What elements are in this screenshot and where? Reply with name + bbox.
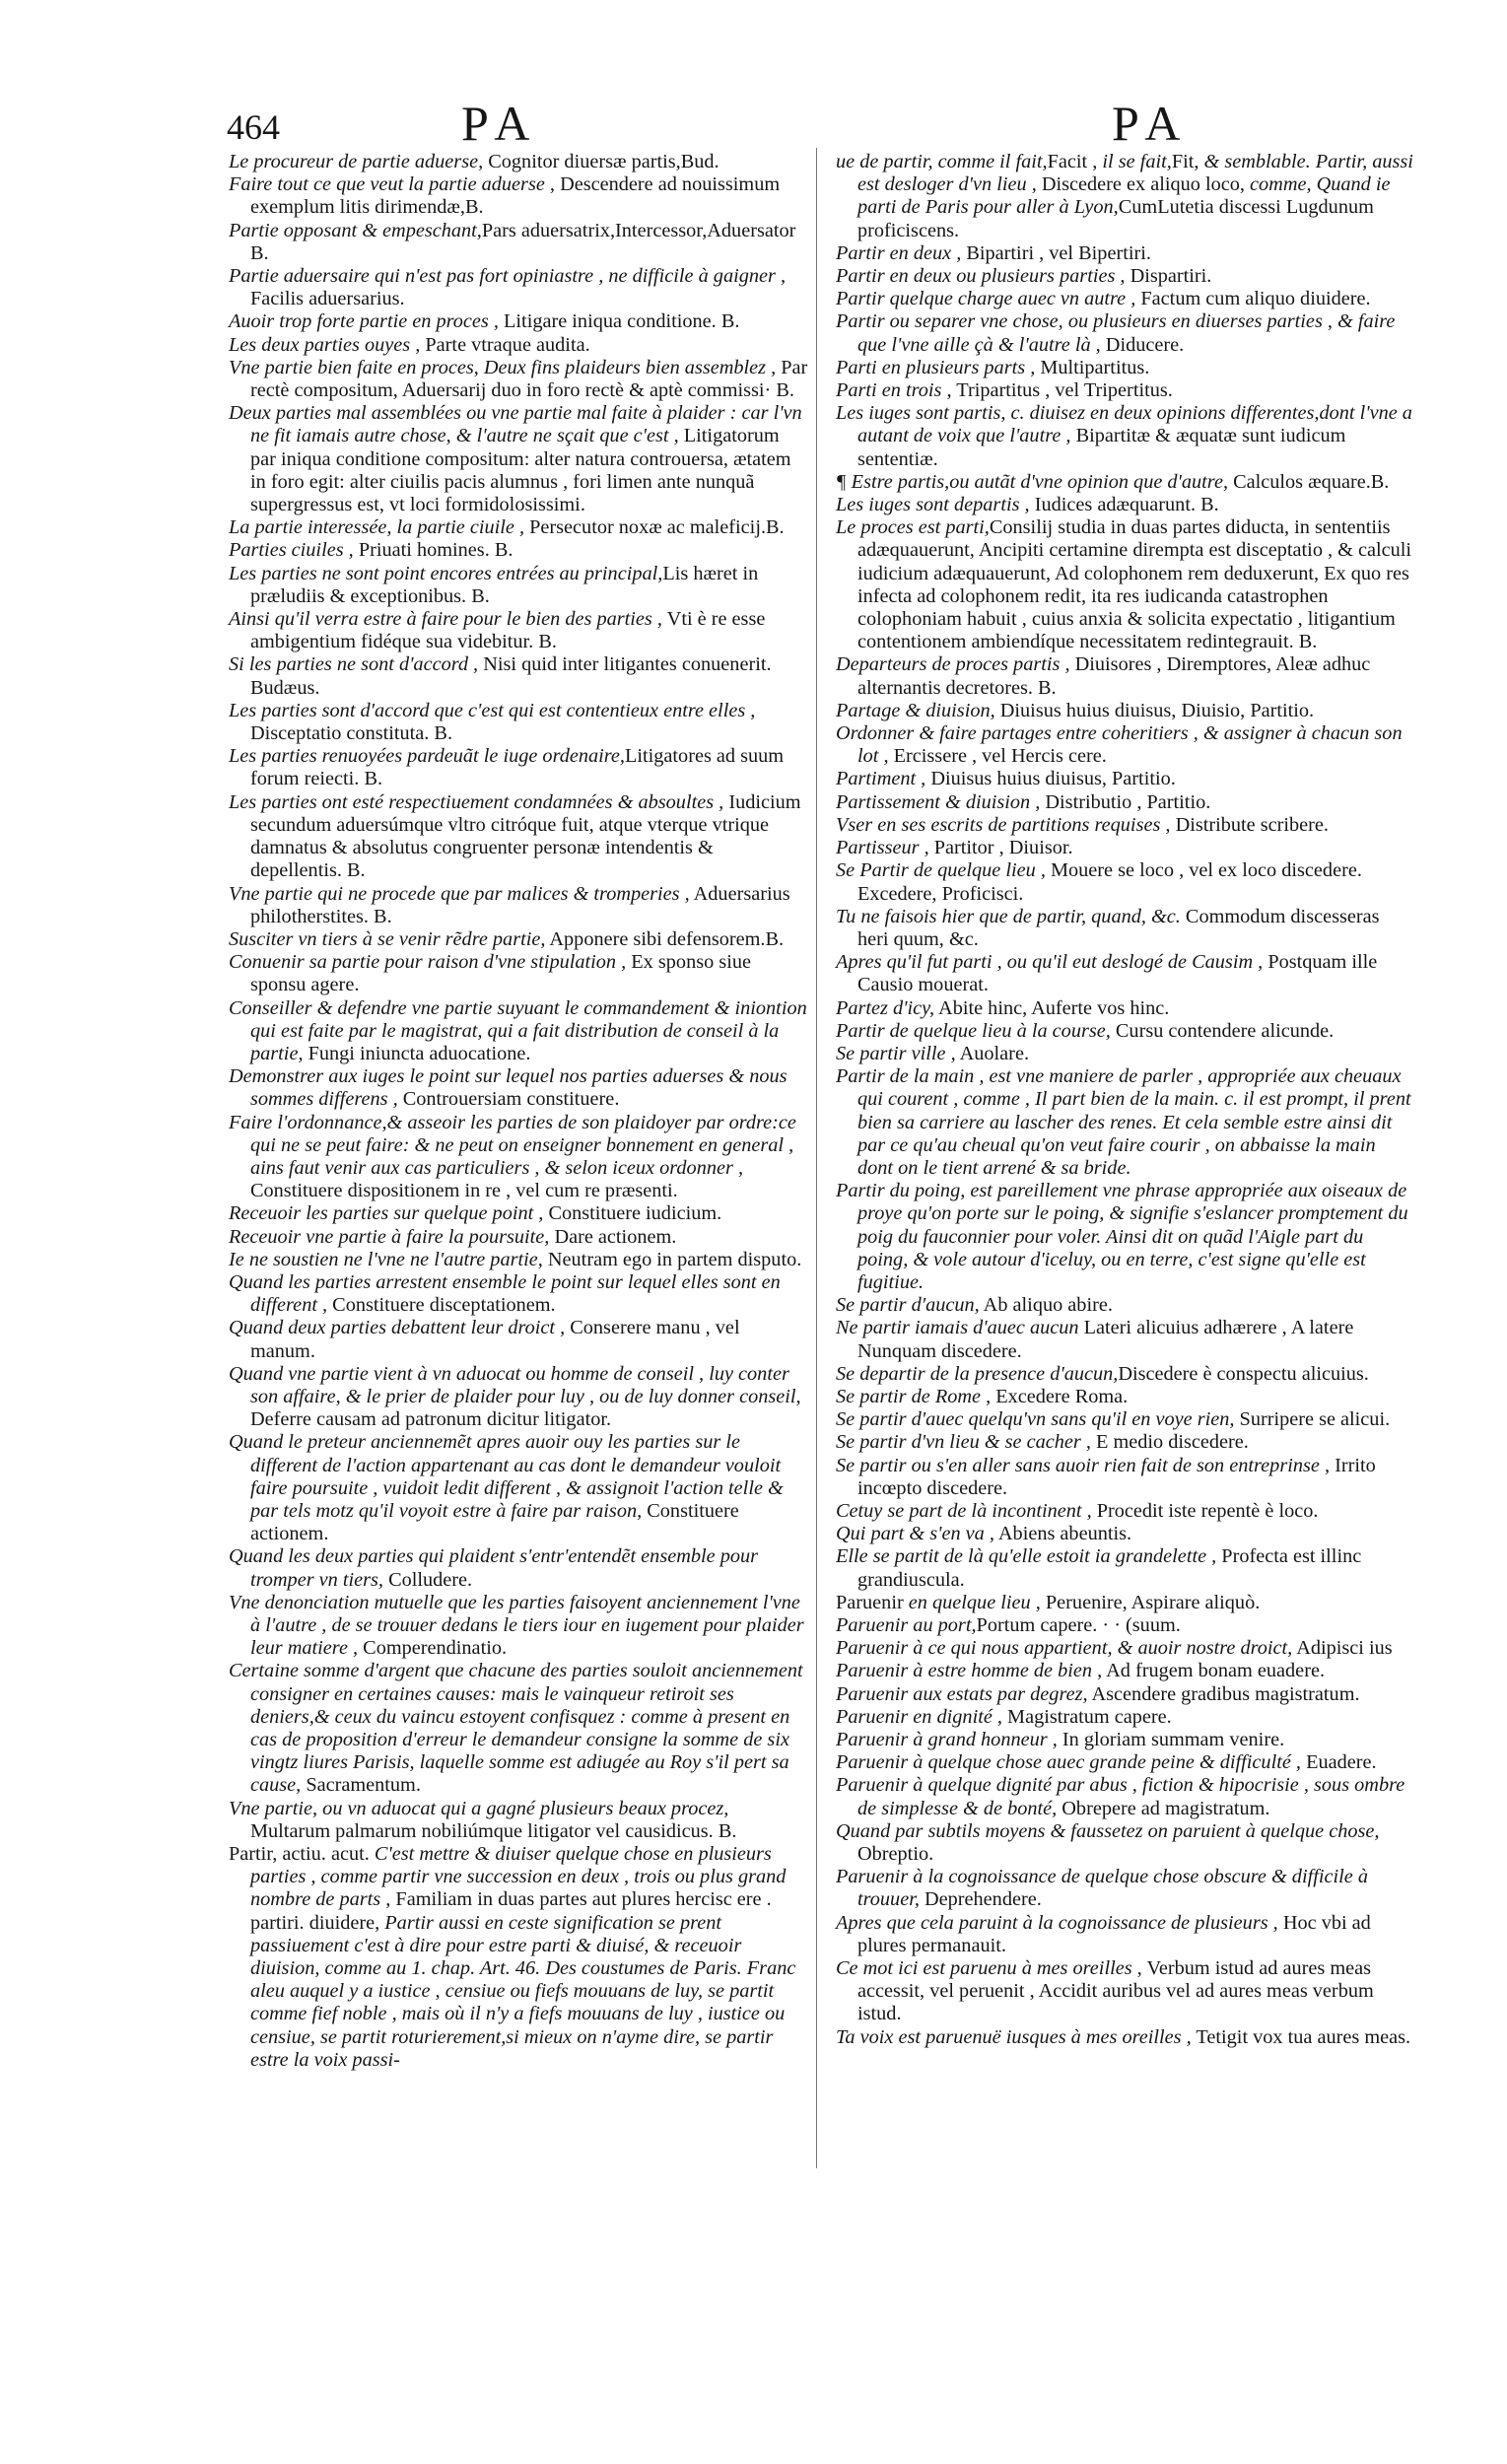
french-phrase: Parties ciuiles , <box>229 539 354 562</box>
dictionary-entry <box>836 1729 1415 1751</box>
french-phrase: & semblable. Partir, aussi est desloger d'vn lieu , <box>857 151 1413 196</box>
latin-gloss: Peruenire, Aspirare aliquò. <box>1040 1591 1261 1613</box>
french-phrase: Le proces est parti, <box>836 516 990 539</box>
french-phrase: Quand vne partie vient à vn aduocat ou homme de conseil , luy conter son affaire, & le prier de plaider pour luy , ou de luy donner conseil, <box>229 1362 801 1407</box>
dictionary-entry <box>229 883 808 928</box>
dictionary-entry <box>229 1843 808 2072</box>
french-phrase: Paruenir en dignité , <box>836 1705 1002 1728</box>
dictionary-entry <box>229 1271 808 1317</box>
french-phrase: Les parties ne sont point encores entrées au principal, <box>229 562 663 584</box>
latin-gloss: Bipartiri , vel Bipertiri. <box>961 241 1151 264</box>
latin-gloss: Diducere. <box>1100 333 1185 356</box>
dictionary-entry <box>229 402 808 516</box>
dictionary-entry <box>229 151 808 173</box>
latin-gloss: Comperendinatio. <box>358 1637 508 1660</box>
dictionary-entry <box>836 402 1415 471</box>
french-phrase: Quand deux parties debattent leur droict , <box>229 1317 566 1339</box>
dictionary-entry <box>229 173 808 219</box>
latin-gloss: Auolare. <box>955 1042 1030 1064</box>
latin-gloss: Irrito incœpto discedere. <box>857 1454 1376 1499</box>
latin-gloss: Tetigit vox tua aures meas. <box>1191 2025 1411 2048</box>
latin-gloss: Distributio , Partitio. <box>1040 790 1211 813</box>
latin-gloss: CumLutetia discessi Lugdunum proficiscens. <box>857 196 1374 241</box>
latin-gloss: Calculos æquare.B. <box>1228 470 1390 493</box>
dictionary-entry <box>229 1249 808 1271</box>
french-phrase: La partie interessée, la partie ciuile , <box>229 516 525 539</box>
latin-gloss: Diuisores , Diremptores, Aleæ adhuc alternantis decretores. B. <box>857 653 1371 699</box>
dictionary-entry <box>836 997 1415 1020</box>
dictionary-entry <box>229 1431 808 1545</box>
dictionary-entry <box>229 1202 808 1225</box>
french-phrase: Partir de la main , est vne maniere de parler , appropriée aux cheuaux qui courent , comme , Il part bien de la main. c. il est prompt, il prent bien sa carriere au lascher des renes. Et cela semble estre ainsi dit par ce qu'au cheual qu'on veut faire courir , on abbaisse la main dont on le tient arrené & sa bride. <box>836 1065 1411 1179</box>
dictionary-entry <box>836 722 1415 768</box>
latin-gloss: Cognitor diuersæ partis,Bud. <box>483 151 719 172</box>
dictionary-entry <box>836 1455 1415 1500</box>
latin-gloss: Partir, actiu. acut. <box>229 1843 375 1866</box>
latin-gloss: Multarum palmarum nobiliúmque litigator vel causidicus. B. <box>250 1819 737 1842</box>
dictionary-entry <box>229 1545 808 1591</box>
french-phrase: Paruenir à grand honneur , <box>836 1729 1058 1751</box>
latin-gloss: Facilis aduersarius. <box>250 288 405 310</box>
french-phrase: Les parties ont esté respectiuement condamnées & absoultes , <box>229 790 724 813</box>
latin-gloss: Sacramentum. <box>301 1774 421 1797</box>
french-phrase: Ta voix est paruenuë iusques à mes oreilles , <box>836 2025 1192 2048</box>
latin-gloss: Dare actionem. <box>549 1225 677 1248</box>
latin-gloss: Constituere disceptationem. <box>327 1294 556 1317</box>
french-phrase: Les iuges sont departis , <box>836 494 1030 516</box>
dictionary-entry <box>836 859 1415 905</box>
dictionary-entry <box>836 1043 1415 1065</box>
french-phrase: Apres qu'il fut parti , ou qu'il eut deslogé de Causim , <box>836 951 1264 974</box>
dictionary-entry <box>836 471 1415 494</box>
french-phrase: Se departir de la presence d'aucun, <box>836 1362 1119 1385</box>
french-phrase: Partisseur , <box>836 837 929 859</box>
dictionary-entry <box>836 1683 1415 1706</box>
latin-gloss: Dispartiri. <box>1125 265 1212 288</box>
latin-gloss: Partitor , Diuisor. <box>928 837 1073 859</box>
dictionary-entry <box>229 563 808 608</box>
french-phrase: Elle se partit de là qu'elle estoit ia grandelette , <box>836 1545 1217 1568</box>
french-phrase: Les iuges sont partis, c. diuisez en deux opinions differentes,dont l'vne a autant de voix que l'autre , <box>836 402 1412 447</box>
latin-gloss: Facit , <box>1047 151 1103 172</box>
dictionary-entry <box>836 1592 1415 1614</box>
latin-gloss: Apponere sibi defensorem.B. <box>545 927 785 950</box>
french-phrase: Quand les parties arrestent ensemble le point sur lequel elles sont en different , <box>229 1270 781 1317</box>
latin-gloss: Distribute scribere. <box>1170 813 1330 836</box>
french-phrase: Vser en ses escrits de partitions requises , <box>836 813 1171 836</box>
french-phrase: Paruenir à ce qui nous appartient, & auoir nostre droict, <box>836 1637 1293 1660</box>
dictionary-entry <box>836 1294 1415 1317</box>
latin-gloss: Obreptio. <box>857 1843 934 1866</box>
dictionary-entry <box>836 379 1415 402</box>
dictionary-entry <box>229 220 808 265</box>
running-head-left: PA <box>461 96 540 151</box>
french-phrase: Parti en plusieurs parts , <box>836 356 1036 378</box>
latin-gloss: Familiam in duas partes aut plures hercisc ere . partiri. diuidere, <box>250 1888 772 1934</box>
latin-gloss: Priuati homines. B. <box>353 539 514 562</box>
dictionary-entry <box>229 1317 808 1362</box>
french-phrase: Se partir d'aucun, <box>836 1294 980 1317</box>
french-phrase: Les deux parties ouyes , <box>229 333 421 356</box>
french-phrase: Paruenir à la cognoissance de quelque chose obscure & difficile à trouuer, <box>836 1866 1368 1911</box>
latin-gloss: Iudicium secundum aduersúmque vltro citróque fuit, atque vterque vtrique damnatus & absolutus congruenter personæ intendentis & depellentis. B. <box>250 790 801 882</box>
french-phrase: Se partir ou s'en aller sans auoir rien fait de son entreprinse , <box>836 1454 1331 1476</box>
french-phrase: Partie aduersaire qui n'est pas fort opiniastre , ne difficile à gaigner , <box>229 265 787 288</box>
latin-gloss: Postquam ille Causio mouerat. <box>857 951 1378 996</box>
french-phrase: Faire l'ordonnance,& asseoir les parties de son plaidoyer par ordre:ce qui ne se peut faire: & ne peut on enseigner bonnement en general , ains faut venir aux cas particuliers , & selon iceux ordonner , <box>229 1111 796 1179</box>
french-phrase: Paruenir à estre homme de bien , <box>836 1660 1103 1682</box>
latin-gloss: Procedit iste repentè è loco. <box>1091 1499 1319 1522</box>
french-phrase: Partir de quelque lieu à la course, <box>836 1019 1111 1042</box>
latin-gloss: Magistratum capere. <box>1001 1705 1172 1728</box>
french-phrase: Apres que cela paruint à la cognoissance de plusieurs , <box>836 1911 1278 1934</box>
dictionary-entry <box>229 700 808 745</box>
french-phrase: Se partir d'vn lieu & se cacher , <box>836 1431 1091 1454</box>
latin-gloss: Diuisus huius diuisus, Diuisio, Partitio. <box>994 699 1315 721</box>
french-phrase: Le procureur de partie aduerse, <box>229 151 484 172</box>
dictionary-entry <box>836 700 1415 722</box>
dictionary-entry <box>836 1614 1415 1637</box>
dictionary-entry <box>836 1751 1415 1774</box>
french-phrase: Se partir de Rome , <box>836 1385 992 1407</box>
french-phrase: Partage & diuision, <box>836 699 995 721</box>
latin-gloss: Ex sponso siue sponsu agere. <box>250 951 751 996</box>
dictionary-entry <box>229 997 808 1066</box>
latin-gloss: Discedere è conspectu alicuius. <box>1118 1362 1369 1385</box>
dictionary-entry <box>836 357 1415 379</box>
latin-gloss: Abite hinc, Auferte vos hinc. <box>934 996 1170 1019</box>
dictionary-entry <box>836 814 1415 837</box>
dictionary-entry <box>229 791 808 883</box>
french-phrase: ¶ Estre partis,ou autãt d'vne opinion que d'autre, <box>836 470 1229 493</box>
dictionary-entry <box>229 1065 808 1111</box>
french-phrase: comme, Quand ie parti de Paris pour aller à Lyon, <box>857 173 1391 219</box>
latin-gloss: Portum capere. · · (suum. <box>976 1614 1181 1636</box>
french-phrase: Partir quelque charge auec vn autre , <box>836 288 1136 310</box>
french-phrase: ue de partir, comme il fait, <box>836 151 1048 172</box>
latin-gloss: Cursu contendere alicunde. <box>1110 1019 1335 1042</box>
french-phrase: Tu ne faisois hier que de partir, quand, &c. <box>836 905 1181 927</box>
latin-gloss: Pars aduersatrix,Intercessor,Aduersator B. <box>250 219 796 264</box>
dictionary-entry <box>836 1957 1415 2026</box>
latin-gloss: Discedere ex aliquo loco, <box>1036 173 1251 196</box>
dictionary-entry <box>836 1523 1415 1545</box>
dictionary-entry <box>836 1774 1415 1819</box>
latin-gloss: Surripere se alicui. <box>1234 1408 1391 1431</box>
french-phrase: Susciter vn tiers à se venir rẽdre partie, <box>229 927 546 950</box>
latin-gloss: Paruenir <box>836 1591 909 1613</box>
french-phrase: Partie opposant & empeschant, <box>229 219 482 241</box>
latin-gloss: Disceptatio constituta. B. <box>250 722 453 745</box>
dictionary-entry <box>836 906 1415 951</box>
dictionary-entry <box>229 928 808 951</box>
french-phrase: Certaine somme d'argent que chacune des parties souloit anciennement consigner en certaines causes: mais le vainqueur retiroit ses deniers,& ceux du vaincu estoyent confisquez : comme à present en cas de proposition d'erreur le demandeur consigne la somme de six vingtz liures Parisis, laquelle somme est adiugée au Roy s'il pert sa cause, <box>229 1660 803 1797</box>
french-phrase: Partir du poing, est pareillement vne phrase appropriée aux oiseaux de proye qu'on porte sur le poing, & signifie s'eslancer promptement du poig du fauconnier pour voler. Ainsi dit on quãd l'Aigle part du poing, & vole autour d'iceluy, ou en terre, c'est signe qu'elle est fugitiue. <box>836 1180 1408 1293</box>
latin-gloss: Colludere. <box>383 1568 473 1591</box>
latin-gloss: Adipisci ius <box>1292 1637 1393 1660</box>
french-phrase: Se partir d'auec quelqu'vn sans qu'il en voye rien, <box>836 1408 1235 1431</box>
dictionary-entry <box>836 1180 1415 1294</box>
dictionary-entry <box>836 1020 1415 1043</box>
dictionary-entry <box>836 768 1415 790</box>
french-phrase: Demonstrer aux iuges le point sur lequel nos parties aduerses & nous sommes differens , <box>229 1065 788 1111</box>
latin-gloss: Diuisus huius diuisus, Partitio. <box>925 768 1176 790</box>
dictionary-entry <box>229 608 808 653</box>
french-phrase: Partissement & diuision , <box>836 790 1041 813</box>
latin-gloss: Par rectè compositum, Aduersarij duo in foro rectè & aptè commissi· B. <box>250 356 808 402</box>
latin-gloss: Vti è re esse ambigentium fidéque sua videbitur. B. <box>250 608 766 653</box>
page-number: 464 <box>227 107 280 147</box>
french-phrase: Qui part & s'en va , <box>836 1523 994 1545</box>
dictionary-entry <box>836 1912 1415 1957</box>
french-phrase: Quand par subtils moyens & faussetez on paruient à quelque chose, <box>836 1819 1380 1842</box>
french-phrase: Vne partie, ou vn aduocat qui a gagné plusieurs beaux procez, <box>229 1797 729 1819</box>
latin-gloss: Ad frugem bonam euadere. <box>1102 1660 1326 1682</box>
dictionary-entry <box>836 288 1415 310</box>
latin-gloss: E medio discedere. <box>1090 1431 1249 1454</box>
latin-gloss: Hoc vbi ad plures permanauit. <box>857 1911 1371 1956</box>
french-phrase: Quand le preteur anciennemẽt apres auoir ouy les parties sur le different de l'action appartenant au cas dont le demandeur vouloit faire poursuite , vuidoit ledit different , & assignoit l'action telle & par tels motz qu'il voyoit estre à faire par raison, <box>229 1431 784 1522</box>
latin-gloss: Nisi quid inter litigantes conuenerit. Budæus. <box>250 653 772 699</box>
latin-gloss: Litigare iniqua conditione. B. <box>498 310 740 333</box>
latin-gloss: Fungi iniuncta aduocatione. <box>303 1042 531 1064</box>
french-phrase: Faire tout ce que veut la partie aduerse , <box>229 173 555 196</box>
latin-gloss: In gloriam summam venire. <box>1057 1729 1285 1751</box>
dictionary-entry <box>229 745 808 790</box>
latin-gloss: Deprehendere. <box>919 1888 1042 1911</box>
french-phrase: Ne partir iamais d'auec aucun <box>836 1317 1079 1339</box>
dictionary-entry <box>229 1226 808 1249</box>
dictionary-entry <box>836 310 1415 356</box>
latin-gloss: Descendere ad nouissimum exemplum litis dirimendæ,B. <box>250 173 781 219</box>
dictionary-entry <box>229 310 808 333</box>
dictionary-entry <box>836 1500 1415 1523</box>
dictionary-entry <box>836 1317 1415 1362</box>
dictionary-entry <box>836 1820 1415 1866</box>
latin-gloss: Ascendere gradibus magistratum. <box>1087 1682 1360 1705</box>
dictionary-entry <box>836 516 1415 653</box>
dictionary-entry <box>836 1545 1415 1591</box>
latin-gloss: Obrepere ad magistratum. <box>1057 1797 1270 1819</box>
latin-gloss: Multipartitus. <box>1035 356 1150 378</box>
dictionary-entry <box>836 1386 1415 1408</box>
french-phrase: Les parties renuoyées pardeuãt le iuge ordenaire, <box>229 745 625 768</box>
latin-gloss: Litigatorum par iniqua conditione compositum: alter natura controuersa, ætatem in foro egit: alter ciuilis pacis alumnus , fori limen ante nunquã supergressus est, vt loci formidolosissimi. <box>250 425 791 516</box>
dictionary-entry <box>836 265 1415 288</box>
french-phrase: Vne partie bien faite en proces, Deux fins plaideurs bien assemblez , <box>229 356 777 378</box>
dictionary-entry <box>229 951 808 996</box>
latin-gloss: Tripartitus , vel Tripertitus. <box>951 379 1173 402</box>
french-phrase: Departeurs de proces partis , <box>836 653 1070 676</box>
dictionary-entry <box>836 1065 1415 1180</box>
latin-gloss: Persecutor noxæ ac maleficij.B. <box>524 516 785 539</box>
latin-gloss: Fit, <box>1171 151 1204 172</box>
latin-gloss: Factum cum aliquo diuidere. <box>1135 288 1371 310</box>
latin-gloss: Controuersiam constituere. <box>397 1088 620 1111</box>
dictionary-entry <box>229 539 808 562</box>
latin-gloss: Commodum discesseras heri quum, &c. <box>857 905 1380 950</box>
running-head-right: PA <box>1112 96 1191 151</box>
french-phrase: Conuenir sa partie pour raison d'vne stipulation , <box>229 951 627 974</box>
latin-gloss: Verbum istud ad aures meas accessit, vel peruenit , Accidit auribus vel ad aures meas verbum istud. <box>857 1957 1374 2025</box>
dictionary-entry <box>836 791 1415 814</box>
dictionary-entry <box>229 516 808 539</box>
column-divider <box>816 148 817 2168</box>
french-phrase: Partir ou separer vne chose, ou plusieurs en diuerses parties , & faire que l'vne aille çà & l'autre là , <box>836 310 1396 356</box>
dictionary-entry <box>836 1866 1415 1911</box>
french-phrase: Partir en deux , <box>836 241 962 264</box>
dictionary-entry <box>229 1112 808 1203</box>
french-phrase: Cetuy se part de là incontinent , <box>836 1499 1092 1522</box>
latin-gloss: Conserere manu , vel manum. <box>250 1317 740 1362</box>
latin-gloss: Mouere se loco , vel ex loco discedere. Excedere, Proficisci. <box>857 859 1362 905</box>
dictionary-entry <box>836 1637 1415 1660</box>
latin-gloss: Ab aliquo abire. <box>979 1294 1113 1317</box>
french-phrase: il se fait, <box>1102 151 1172 172</box>
dictionary-entry <box>836 151 1415 242</box>
dictionary-entry <box>229 1798 808 1843</box>
french-phrase: Ainsi qu'il verra estre à faire pour le bien des parties , <box>229 608 662 631</box>
latin-gloss: Constituere actionem. <box>250 1499 739 1545</box>
french-phrase: Conseiller & defendre vne partie suyuant le commandement & iniontion qui est faite par le magistrat, qui a fait distribution de conseil à la partie, <box>229 996 807 1064</box>
french-phrase: Se partir ville , <box>836 1042 956 1064</box>
dictionary-entry <box>229 1660 808 1797</box>
dictionary-entry <box>229 653 808 699</box>
dictionary-entry <box>836 1660 1415 1682</box>
latin-gloss: Lis hæret in præludiis & exceptionibus. B. <box>250 562 759 607</box>
french-phrase: Auoir trop forte partie en proces , <box>229 310 499 333</box>
french-phrase: Vne denonciation mutuelle que les parties faisoyent anciennement l'vne à l'autre , de se trouuer dedans le tiers iour en iugement pour plaider leur matiere , <box>229 1591 804 1660</box>
french-phrase: Paruenir aux estats par degrez, <box>836 1682 1088 1705</box>
latin-gloss: Parte vtraque audita. <box>420 333 590 356</box>
french-phrase: Vne partie qui ne procede que par malices & tromperies , <box>229 882 690 905</box>
french-phrase: Deux parties mal assemblées ou vne partie mal faite à plaider : car l'vn ne fit iamais autre chose, & l'autre ne sçait que c'est , <box>229 402 802 447</box>
latin-gloss: Lateri alicuius adhærere , A latere Nunquam discedere. <box>857 1317 1354 1362</box>
french-phrase: Paruenir à quelque chose auec grande peine & difficulté , <box>836 1751 1301 1774</box>
french-phrase: Receuoir les parties sur quelque point , <box>229 1202 544 1225</box>
latin-gloss: Iudices adæquarunt. B. <box>1029 494 1219 516</box>
french-phrase: Les parties sont d'accord que c'est qui est contentieux entre elles , <box>229 699 756 721</box>
french-phrase: Si les parties ne sont d'accord , <box>229 653 479 676</box>
french-phrase: en quelque lieu , <box>908 1591 1041 1613</box>
french-phrase: Quand les deux parties qui plaident s'entr'entendẽt ensemble pour tromper vn tiers, <box>229 1545 759 1591</box>
dictionary-entry <box>229 334 808 357</box>
latin-gloss: Profecta est illinc grandiuscula. <box>857 1545 1362 1591</box>
dictionary-entry <box>229 1363 808 1432</box>
latin-gloss: Constituere iudicium. <box>543 1202 722 1225</box>
french-phrase: Partiment , <box>836 768 926 790</box>
latin-gloss: Aduersarius philotherstites. B. <box>250 882 790 927</box>
french-phrase: Partez d'icy, <box>836 996 935 1019</box>
dictionary-entry <box>836 1431 1415 1454</box>
french-phrase: Parti en trois , <box>836 379 952 402</box>
dictionary-entry <box>229 1592 808 1661</box>
dictionary-entry <box>229 357 808 402</box>
latin-gloss: Abiens abeuntis. <box>993 1523 1132 1545</box>
latin-gloss: Euadere. <box>1301 1751 1377 1774</box>
latin-gloss: Ercissere , vel Hercis cere. <box>888 745 1107 768</box>
right-column <box>836 151 1415 2049</box>
dictionary-entry <box>836 1363 1415 1386</box>
french-phrase: Ce mot ici est paruenu à mes oreilles , <box>836 1957 1142 1980</box>
latin-gloss: Excedere Roma. <box>991 1385 1129 1407</box>
french-phrase: Ie ne soustien ne l'vne ne l'autre partie, <box>229 1248 543 1270</box>
dictionary-entry <box>836 837 1415 859</box>
french-phrase: C'est mettre & diuiser quelque chose en plusieurs parties , comme partir vne succession en deux , trois ou plus grand nombre de parts , <box>250 1843 787 1911</box>
french-phrase: Receuoir vne partie à faire la poursuite, <box>229 1225 550 1248</box>
dictionary-entry <box>836 1408 1415 1431</box>
french-phrase: Paruenir à quelque dignité par abus , fiction & hipocrisie , sous ombre de simplesse & de bonté, <box>836 1774 1405 1819</box>
french-phrase: Paruenir au port, <box>836 1614 977 1636</box>
latin-gloss: Constituere dispositionem in re , vel cum re præsenti. <box>250 1180 678 1202</box>
french-phrase: Ordonner & faire partages entre coheritiers , & assigner à chacun son lot , <box>836 722 1403 768</box>
dictionary-entry <box>836 494 1415 516</box>
latin-gloss: Bipartitæ & æquatæ sunt iudicum sententiæ. <box>857 425 1346 470</box>
latin-gloss: Neutram ego in partem disputo. <box>542 1248 802 1270</box>
latin-gloss: Consilij studia in duas partes diducta, in sententiis adæquauerunt, Ancipiti certamine dirempta est disceptatio , & calculi iudicium adæquauerunt, Ad colophonem rem deduxerunt, Ex quo res infecta ad colophonem redit, ita res iudicanda catastrophen colophoniam habuit , cuius anxia & solicita expectatio , litigantium contentionem ambiendíque necessitatem redintegrauit. B. <box>857 516 1412 653</box>
french-phrase: Partir en deux ou plusieurs parties , <box>836 265 1126 288</box>
french-phrase: Partir aussi en ceste signification se prent passiuement c'est à dire pour estre parti & diuisé, & receuoir diuision, comme au 1. chap. Art. 46. Des coustumes de Paris. Franc aleu auquel y a iustice , censiue ou fiefs mouuans de luy, se partit comme fief noble , mais où il n'y a fiefs mouuans de luy , iustice ou censiue, se partit roturierement,si mieux on n'ayme dire, se partir estre la voix passi- <box>250 1911 796 2071</box>
latin-gloss: Deferre causam ad patronum dicitur litigator. <box>250 1408 612 1431</box>
dictionary-entry <box>229 265 808 310</box>
left-column <box>229 151 808 2072</box>
latin-gloss: Litigatores ad suum forum reiecti. B. <box>250 745 785 790</box>
dictionary-entry <box>836 2026 1415 2049</box>
dictionary-entry <box>836 951 1415 996</box>
dictionary-entry <box>836 242 1415 265</box>
dictionary-entry <box>836 653 1415 699</box>
french-phrase: Se Partir de quelque lieu , <box>836 859 1046 882</box>
dictionary-entry <box>836 1706 1415 1729</box>
